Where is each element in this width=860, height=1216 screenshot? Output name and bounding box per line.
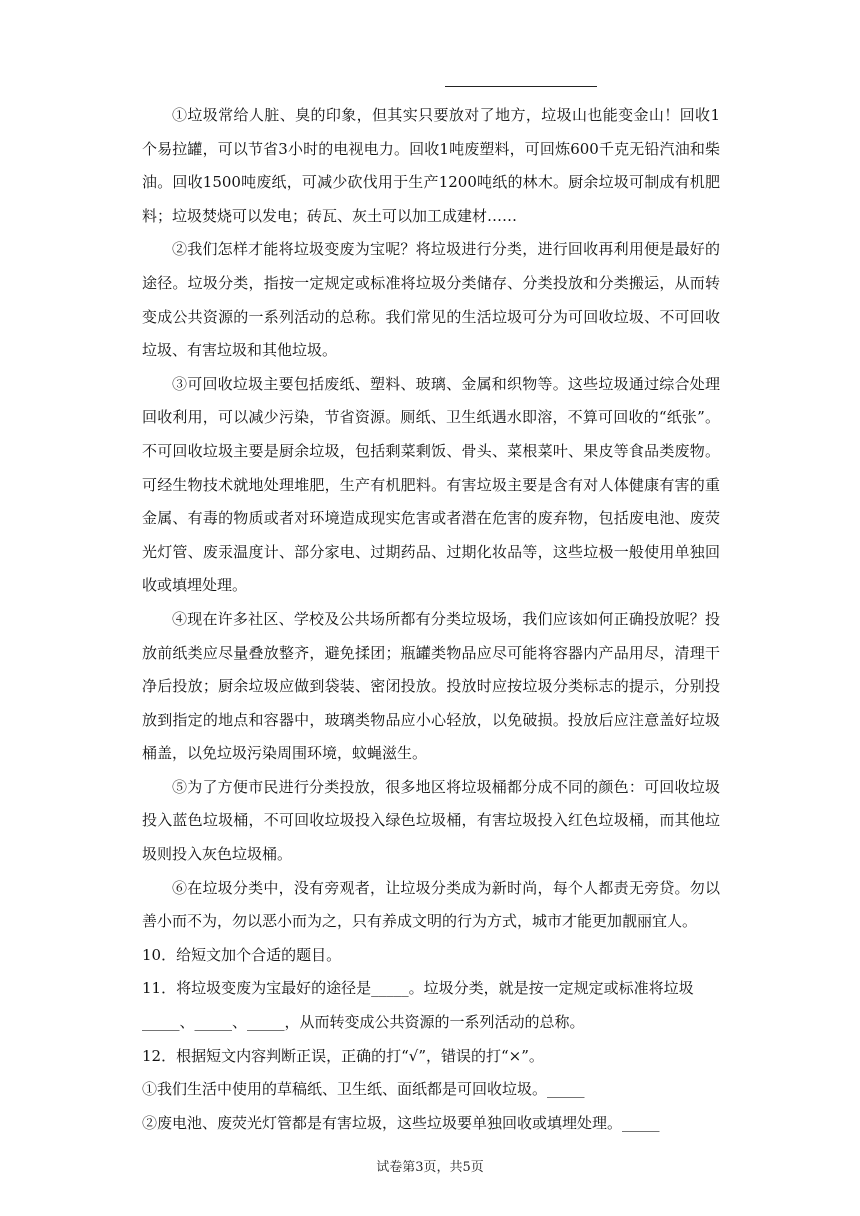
question-10: 10．给短文加个合适的题目。 xyxy=(142,945,342,964)
paragraph-6: ⑥在垃圾分类中，没有旁观者，让垃圾分类成为新时尚，每个人都责无旁贷。勿以善小而不为，勿以恶小而为之，只有养成文明的行为方式，城市才能更加靓丽宜人。 xyxy=(142,878,720,931)
paragraph-4: ④现在许多社区、学校及公共场所都有分类垃圾场，我们应该如何正确投放呢？投放前纸类应尽量叠放整齐，避免揉团；瓶罐类物品应尽可能将容器内产品用尽，清理干净后投放；厨余垃圾应做到袋装、密闭投放。投放时应按垃圾分类标志的提示，分别投放到指定的地点和容器中，玻璃类物品应小心轻放，以免破损。投放后应注意盖好垃圾桶盖，以免垃圾污染周围环境，蚊蝇滋生。 xyxy=(142,609,720,763)
page-footer: 试卷第3页，共5页 xyxy=(376,1160,484,1175)
title-blank-line xyxy=(445,86,597,87)
question-12: 12．根据短文内容判断正误，正确的打“√”，错误的打“×”。 xyxy=(142,1046,544,1065)
paragraph-5: ⑤为了方便市民进行分类投放，很多地区将垃圾桶都分成不同的颜色：可回收垃圾投入蓝色垃圾桶，不可回收垃圾投入绿色垃圾桶，有害垃圾投入红色垃圾桶，而其他垃圾则投入灰色垃圾桶。 xyxy=(142,777,720,864)
question-11: 11．将垃圾变废为宝最好的途径是_____。垃圾分类，就是按一定规定或标准将垃圾_____、_____、_____，从而转变成公共资源的一系列活动的总称。 xyxy=(142,979,694,1032)
question-12-item-1: ①我们生活中使用的草稿纸、卫生纸、面纸都是可回收垃圾。_____ xyxy=(142,1080,585,1099)
paragraph-1: ①垃圾常给人脏、臭的印象，但其实只要放对了地方，垃圾山也能变金山！回收1个易拉罐，可以节省3小时的电视电力。回收1吨废塑料，可回炼600千克无铅汽油和柴油。回收1500吨废纸，可减少砍伐用于生产1200吨纸的林木。厨余垃圾可制成有机肥料；垃圾焚烧可以发电；砖瓦、灰土可以加工成建材…… xyxy=(142,106,720,225)
passage-and-questions xyxy=(142,99,720,1140)
question-12-item-2: ②废电池、废荧光灯管都是有害垃圾，这些垃圾要单独回收或填埋处理。_____ xyxy=(142,1113,660,1132)
paragraph-2: ②我们怎样才能将垃圾变废为宝呢？将垃圾进行分类，进行回收再利用便是最好的途径。垃圾分类，指按一定规定或标准将垃圾分类储存、分类投放和分类搬运，从而转变成公共资源的一系列活动的总称。我们常见的生活垃圾可分为可回收垃圾、不可回收垃圾、有害垃圾和其他垃圾。 xyxy=(142,240,720,360)
paragraph-3: ③可回收垃圾主要包括废纸、塑料、玻璃、金属和织物等。这些垃圾通过综合处理回收利用，可以减少污染，节省资源。厕纸、卫生纸遇水即溶，不算可回收的“纸张”。不可回收垃圾主要是厨余垃圾，包括剩菜剩饭、骨头、菜根菜叶、果皮等食品类废物。可经生物技术就地处理堆肥，生产有机肥料。有害垃圾主要是含有对人体健康有害的重金属、有毒的物质或者对环境造成现实危害或者潜在危害的废弃物，包括废电池、废荧光灯管、废汞温度计、部分家电、过期药品、过期化妆品等，这些垃极一般使用单独回收或填埋处理。 xyxy=(142,374,720,595)
